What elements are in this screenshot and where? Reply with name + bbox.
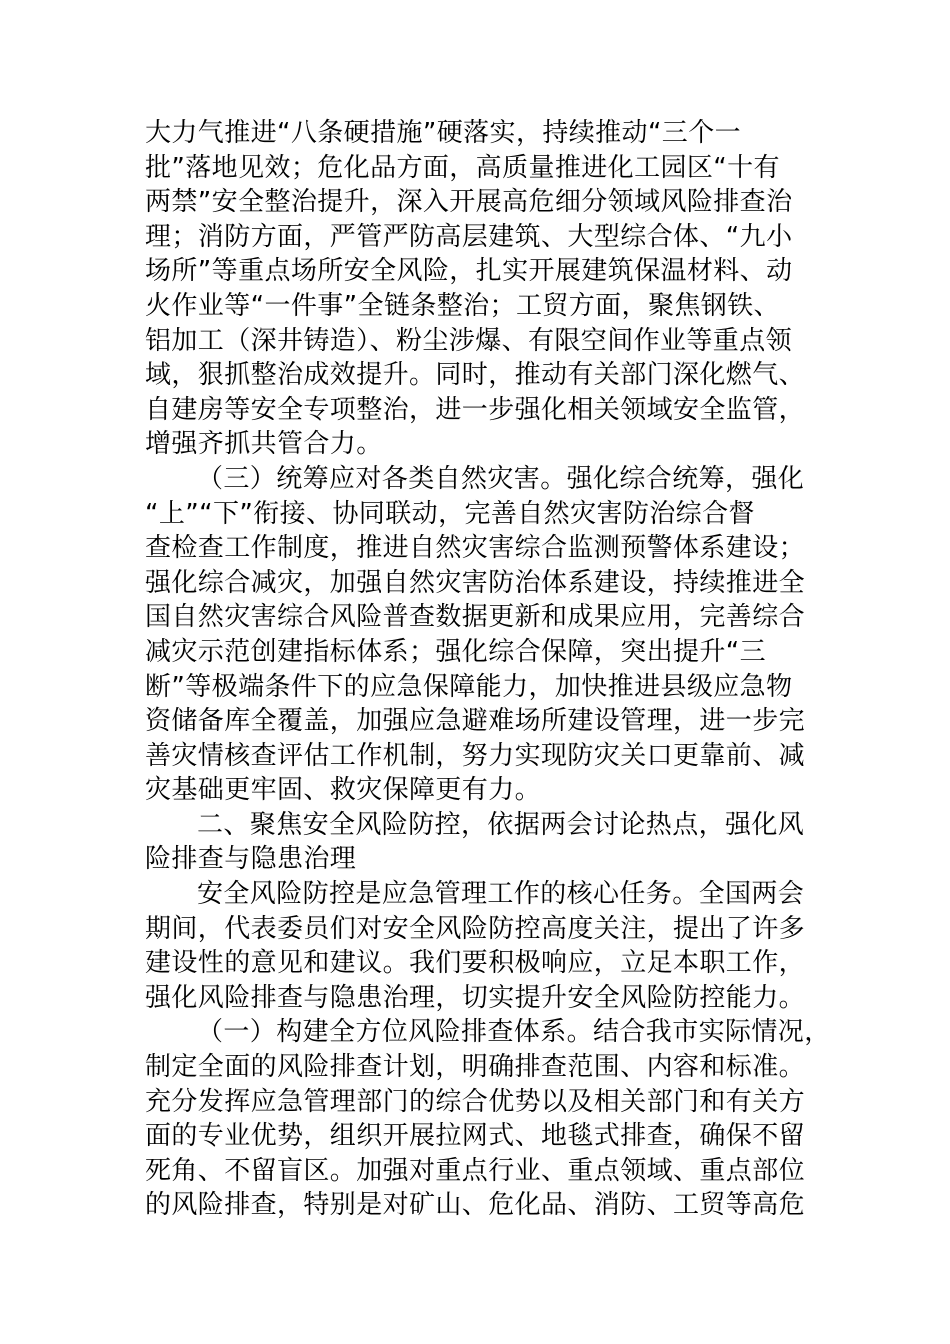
text-line: 断”等极端条件下的应急保障能力，加快推进县级应急物 (145, 671, 793, 702)
text-line: 善灾情核查评估工作机制，努力实现防灾关口更靠前、减 (145, 740, 806, 771)
text-line: 强化风险排查与隐患治理，切实提升安全风险防控能力。 (145, 982, 806, 1013)
text-line: 灾基础更牢固、救灾保障更有力。 (145, 775, 542, 806)
text-line: 面的专业优势，组织开展拉网式、地毯式排查，确保不留 (145, 1121, 806, 1152)
text-line: 死角、不留盲区。加强对重点行业、重点领域、重点部位 (145, 1155, 806, 1186)
text-line: 建设性的意见和建议。我们要积极响应，立足本职工作， (145, 948, 806, 979)
text-line: 增强齐抓共管合力。 (145, 429, 383, 460)
text-line: 自建房等安全专项整治，进一步强化相关领域安全监管， (145, 394, 806, 425)
text-line: 火作业等“一件事”全链条整治；工贸方面，聚焦钢铁、 (145, 290, 780, 321)
text-line: 理；消防方面，严管严防高层建筑、大型综合体、“九小 (145, 221, 793, 252)
text-line: 险排查与隐患治理 (145, 844, 357, 875)
text-line: 减灾示范创建指标体系；强化综合保障，突出提升“三 (145, 636, 767, 667)
text-line: 大力气推进“八条硬措施”硬落实，持续推动“三个一 (145, 118, 742, 148)
text-line: 国自然灾害综合风险普查数据更新和成果应用，完善综合 (145, 602, 806, 633)
text-line: 二、聚焦安全风险防控，依据两会讨论热点，强化风 (197, 809, 805, 840)
text-line: 安全风险防控是应急管理工作的核心任务。全国两会 (197, 879, 805, 910)
text-line: 期间，代表委员们对安全风险防控高度关注，提出了许多 (145, 913, 806, 944)
text-line: 铝加工（深井铸造）、粉尘涉爆、有限空间作业等重点领 (145, 325, 793, 356)
text-line: 的风险排查，特别是对矿山、危化品、消防、工贸等高危 (145, 1190, 806, 1221)
text-line: 充分发挥应急管理部门的综合优势以及相关部门和有关方 (145, 1086, 806, 1117)
text-line: （三）统筹应对各类自然灾害。强化综合统筹，强化 (197, 463, 805, 494)
text-line: 资储备库全覆盖，加强应急避难场所建设管理，进一步完 (145, 706, 806, 737)
text-line: 域，狠抓整治成效提升。同时，推动有关部门深化燃气、 (145, 360, 806, 391)
body-text (145, 116, 835, 1223)
text-line: （一）构建全方位风险排查体系。结合我市实际情况， (197, 1017, 831, 1048)
text-line: 两禁”安全整治提升，深入开展高危细分领域风险排查治 (145, 187, 793, 218)
text-line: 强化综合减灾，加强自然灾害防治体系建设，持续推进全 (145, 567, 806, 598)
text-line: 查检查工作制度，推进自然灾害综合监测预警体系建设； (145, 533, 806, 564)
text-line: 批”落地见效；危化品方面，高质量推进化工园区“十有 (145, 152, 780, 183)
text-line: “上”“下”衔接、协同联动，完善自然灾害防治综合督 (145, 498, 755, 529)
text-line: 场所”等重点场所安全风险，扎实开展建筑保温材料、动 (145, 256, 793, 287)
text-line: 制定全面的风险排查计划，明确排查范围、内容和标准。 (145, 1052, 806, 1083)
